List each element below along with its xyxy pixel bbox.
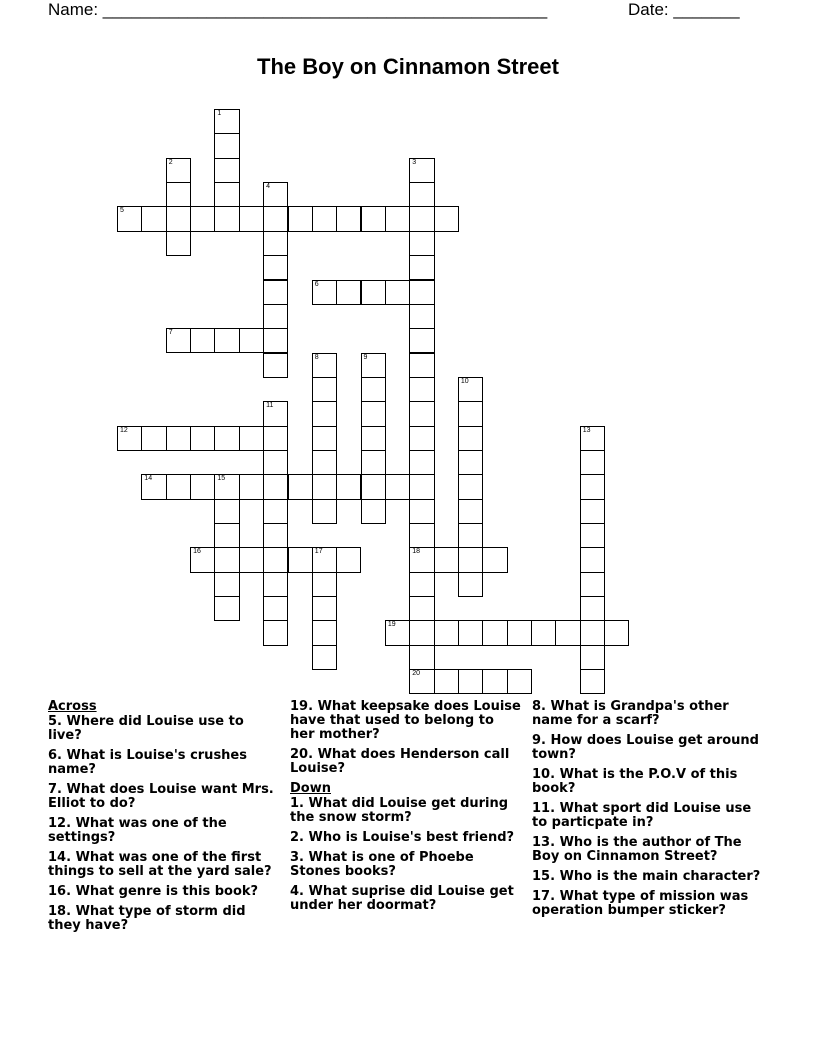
clue-text: What was one of the first things to sell at the yard sale? <box>48 850 272 879</box>
clue-number-label: 7 <box>168 329 173 337</box>
clue-item <box>532 700 764 728</box>
grid-cell[interactable] <box>117 206 142 231</box>
grid-cell[interactable] <box>166 158 191 183</box>
clue-number: 12. <box>48 816 72 831</box>
grid-cell[interactable] <box>580 474 605 499</box>
grid-cell[interactable] <box>458 523 483 548</box>
clue-text: What did Louise get during the snow storm? <box>290 796 509 825</box>
grid-cell[interactable] <box>190 426 215 451</box>
grid-cell[interactable] <box>409 158 434 183</box>
grid-cell[interactable] <box>288 206 313 231</box>
clue-number-label: 8 <box>314 353 319 361</box>
grid-cell[interactable] <box>239 547 264 572</box>
clue-number-label: 18 <box>412 548 420 556</box>
grid-cell[interactable] <box>263 547 288 572</box>
grid-cell[interactable] <box>458 669 483 694</box>
grid-cell[interactable] <box>409 523 434 548</box>
grid-cell[interactable] <box>312 572 337 597</box>
grid-cell[interactable] <box>409 474 434 499</box>
grid-cell[interactable] <box>263 401 288 426</box>
clue-number-label: 13 <box>582 426 591 434</box>
clue-number-label: 11 <box>266 402 274 410</box>
clue-text: What does Louise want Mrs. Elliot to do? <box>48 782 274 811</box>
grid-cell[interactable] <box>482 547 507 572</box>
grid-cell[interactable] <box>580 426 605 451</box>
clue-item <box>48 783 280 811</box>
clue-number-label: 10 <box>460 377 469 385</box>
grid-cell[interactable] <box>239 474 264 499</box>
grid-cell[interactable] <box>312 280 337 305</box>
grid-cell[interactable] <box>312 401 337 426</box>
grid-cell[interactable] <box>141 426 166 451</box>
clue-number: 14. <box>48 850 72 865</box>
grid-cell[interactable] <box>385 206 410 231</box>
clue-text: What is Grandpa's other name for a scarf? <box>532 699 729 728</box>
grid-cell[interactable] <box>312 206 337 231</box>
clue-text: How does Louise get around town? <box>532 733 759 762</box>
grid-cell[interactable] <box>312 547 337 572</box>
grid-cell[interactable] <box>263 596 288 621</box>
clue-text: What keepsake does Louise have that used to belong to her mother? <box>290 699 521 742</box>
grid-cell[interactable] <box>458 377 483 402</box>
clue-item <box>48 885 280 899</box>
clue-item <box>290 797 522 825</box>
grid-cell[interactable] <box>190 474 215 499</box>
grid-cell[interactable] <box>263 304 288 329</box>
clue-text: What genre is this book? <box>75 884 259 899</box>
grid-cell[interactable] <box>214 572 239 597</box>
grid-cell[interactable] <box>409 182 434 207</box>
grid-cell[interactable] <box>580 669 605 694</box>
grid-cell[interactable] <box>166 426 191 451</box>
grid-cell[interactable] <box>239 328 264 353</box>
grid-cell[interactable] <box>312 474 337 499</box>
clue-item <box>290 851 522 879</box>
grid-cell[interactable] <box>214 596 239 621</box>
grid-cell[interactable] <box>166 231 191 256</box>
grid-cell[interactable] <box>409 206 434 231</box>
clue-text: Who is Louise's best friend? <box>308 830 515 845</box>
grid-cell[interactable] <box>482 669 507 694</box>
clue-item <box>48 905 280 933</box>
grid-cell[interactable] <box>361 377 386 402</box>
clue-item <box>290 700 522 742</box>
grid-cell[interactable] <box>409 377 434 402</box>
clue-number: 11. <box>532 801 556 816</box>
grid-cell[interactable] <box>214 158 239 183</box>
grid-cell[interactable] <box>580 499 605 524</box>
grid-cell[interactable] <box>580 572 605 597</box>
clue-column-2 <box>290 700 522 919</box>
grid-cell[interactable] <box>263 206 288 231</box>
clue-item <box>48 851 280 879</box>
clue-item <box>532 734 764 762</box>
across-heading: Across <box>48 699 97 714</box>
grid-cell[interactable] <box>409 547 434 572</box>
grid-cell[interactable] <box>409 328 434 353</box>
grid-cell[interactable] <box>166 182 191 207</box>
clue-number: 3. <box>290 850 304 865</box>
grid-cell[interactable] <box>409 280 434 305</box>
grid-cell[interactable] <box>385 280 410 305</box>
clue-number: 15. <box>532 869 556 884</box>
grid-cell[interactable] <box>263 231 288 256</box>
puzzle-title: The Boy on Cinnamon Street <box>257 54 559 79</box>
grid-cell[interactable] <box>409 572 434 597</box>
clue-number: 20. <box>290 747 314 762</box>
clue-number-label: 17 <box>314 548 323 556</box>
clue-number: 5. <box>48 714 62 729</box>
clue-number-label: 12 <box>120 426 128 434</box>
grid-cell[interactable] <box>434 547 459 572</box>
clue-text: What is Louise's crushes name? <box>48 748 247 777</box>
grid-cell[interactable] <box>361 426 386 451</box>
grid-cell[interactable] <box>361 206 386 231</box>
grid-cell[interactable] <box>409 499 434 524</box>
grid-cell[interactable] <box>117 426 142 451</box>
clue-text: What is the P.O.V of this book? <box>532 767 738 796</box>
grid-cell[interactable] <box>239 426 264 451</box>
grid-cell[interactable] <box>482 620 507 645</box>
clue-item <box>532 768 764 796</box>
clue-number: 10. <box>532 767 556 782</box>
grid-cell[interactable] <box>263 328 288 353</box>
clue-number-label: 2 <box>168 158 173 166</box>
grid-cell[interactable] <box>580 450 605 475</box>
grid-cell[interactable] <box>361 474 386 499</box>
clue-number: 4. <box>290 884 304 899</box>
clue-number: 9. <box>532 733 546 748</box>
grid-cell[interactable] <box>312 645 337 670</box>
date-field-label: Date: _______ <box>628 0 740 19</box>
grid-cell[interactable] <box>409 426 434 451</box>
grid-cell[interactable] <box>458 450 483 475</box>
grid-cell[interactable] <box>604 620 629 645</box>
grid-cell[interactable] <box>166 206 191 231</box>
grid-cell[interactable] <box>409 450 434 475</box>
grid-cell[interactable] <box>458 547 483 572</box>
clue-number: 8. <box>532 699 546 714</box>
clue-number-label: 6 <box>314 280 319 288</box>
grid-cell[interactable] <box>580 620 605 645</box>
grid-cell[interactable] <box>580 547 605 572</box>
clue-number-label: 3 <box>412 158 417 166</box>
grid-cell[interactable] <box>458 620 483 645</box>
grid-cell[interactable] <box>458 426 483 451</box>
grid-cell[interactable] <box>263 572 288 597</box>
clue-number: 2. <box>290 830 304 845</box>
grid-cell[interactable] <box>214 523 239 548</box>
clue-number: 7. <box>48 782 62 797</box>
grid-cell[interactable] <box>580 523 605 548</box>
grid-cell[interactable] <box>288 547 313 572</box>
grid-cell[interactable] <box>288 474 313 499</box>
grid-cell[interactable] <box>214 328 239 353</box>
clue-item <box>48 715 280 743</box>
grid-cell[interactable] <box>312 450 337 475</box>
grid-cell[interactable] <box>214 499 239 524</box>
grid-cell[interactable] <box>312 426 337 451</box>
grid-cell[interactable] <box>263 474 288 499</box>
clue-number-label: 5 <box>120 207 124 215</box>
clue-number: 6. <box>48 748 62 763</box>
grid-cell[interactable] <box>409 401 434 426</box>
clue-item <box>48 749 280 777</box>
grid-cell[interactable] <box>214 109 239 134</box>
grid-cell[interactable] <box>214 133 239 158</box>
name-field-label: Name: _______________________________________________ <box>48 0 548 19</box>
clue-text: Where did Louise use to live? <box>48 714 244 743</box>
grid-cell[interactable] <box>458 401 483 426</box>
grid-cell[interactable] <box>214 474 239 499</box>
clue-number-label: 1 <box>217 110 222 117</box>
clue-number-label: 15 <box>217 475 226 483</box>
clue-column-1 <box>48 700 280 939</box>
grid-cell[interactable] <box>409 645 434 670</box>
clue-number-label: 20 <box>412 670 420 678</box>
grid-cell[interactable] <box>580 645 605 670</box>
grid-cell[interactable] <box>361 450 386 475</box>
clue-text: What type of mission was operation bumper sticker? <box>532 889 749 918</box>
grid-cell[interactable] <box>263 499 288 524</box>
grid-cell[interactable] <box>263 353 288 378</box>
grid-cell[interactable] <box>166 328 191 353</box>
clue-item <box>290 885 522 913</box>
grid-cell[interactable] <box>361 401 386 426</box>
grid-cell[interactable] <box>312 620 337 645</box>
clue-number: 16. <box>48 884 72 899</box>
grid-cell[interactable] <box>312 596 337 621</box>
grid-cell[interactable] <box>409 620 434 645</box>
clue-item <box>290 831 522 845</box>
grid-cell[interactable] <box>336 547 361 572</box>
clue-text: What type of storm did they have? <box>48 904 246 933</box>
grid-cell[interactable] <box>190 206 215 231</box>
grid-cell[interactable] <box>214 426 239 451</box>
clue-text: Who is the main character? <box>559 869 761 884</box>
grid-cell[interactable] <box>409 669 434 694</box>
clue-text: What sport did Louise use to particpate in? <box>532 801 752 830</box>
grid-cell[interactable] <box>507 669 532 694</box>
grid-cell[interactable] <box>361 280 386 305</box>
grid-cell[interactable] <box>458 474 483 499</box>
clue-number-label: 19 <box>387 621 396 629</box>
grid-cell[interactable] <box>263 426 288 451</box>
grid-cell[interactable] <box>214 547 239 572</box>
clue-text: What suprise did Louise get under her doormat? <box>290 884 514 913</box>
grid-cell[interactable] <box>312 353 337 378</box>
clue-item <box>532 890 764 918</box>
grid-cell[interactable] <box>263 255 288 280</box>
clue-number-label: 4 <box>266 183 270 191</box>
grid-cell[interactable] <box>409 231 434 256</box>
grid-cell[interactable] <box>336 206 361 231</box>
clue-text: What does Henderson call Louise? <box>290 747 510 776</box>
grid-cell[interactable] <box>263 280 288 305</box>
grid-cell[interactable] <box>361 353 386 378</box>
grid-cell[interactable] <box>214 182 239 207</box>
grid-cell[interactable] <box>214 206 239 231</box>
clue-item <box>48 817 280 845</box>
grid-cell[interactable] <box>409 353 434 378</box>
grid-cell[interactable] <box>434 669 459 694</box>
grid-cell[interactable] <box>458 572 483 597</box>
grid-cell[interactable] <box>409 255 434 280</box>
grid-cell[interactable] <box>458 499 483 524</box>
grid-cell[interactable] <box>555 620 580 645</box>
grid-cell[interactable] <box>580 596 605 621</box>
clue-item <box>532 802 764 830</box>
grid-cell[interactable] <box>434 206 459 231</box>
clue-number-label: 9 <box>363 353 368 361</box>
clue-number-label: 14 <box>144 475 153 483</box>
grid-cell[interactable] <box>263 523 288 548</box>
clue-item <box>532 836 764 864</box>
grid-cell[interactable] <box>507 620 532 645</box>
grid-cell[interactable] <box>263 450 288 475</box>
grid-cell[interactable] <box>166 474 191 499</box>
clue-text: What was one of the settings? <box>48 816 227 845</box>
grid-cell[interactable] <box>239 206 264 231</box>
grid-cell[interactable] <box>312 499 337 524</box>
clue-item <box>290 748 522 776</box>
grid-cell[interactable] <box>336 280 361 305</box>
clue-text: What is one of Phoebe Stones books? <box>290 850 474 879</box>
grid-cell[interactable] <box>312 377 337 402</box>
grid-cell[interactable] <box>190 547 215 572</box>
clue-number-label: 16 <box>193 548 201 556</box>
grid-cell[interactable] <box>263 620 288 645</box>
clue-text: Who is the author of The Boy on Cinnamon Street? <box>532 835 742 864</box>
grid-cell[interactable] <box>409 596 434 621</box>
grid-cell[interactable] <box>336 474 361 499</box>
grid-cell[interactable] <box>531 620 556 645</box>
clue-number: 19. <box>290 699 314 714</box>
clue-number: 13. <box>532 835 556 850</box>
clue-number: 1. <box>290 796 304 811</box>
grid-cell[interactable] <box>385 620 410 645</box>
grid-cell[interactable] <box>361 499 386 524</box>
clue-number: 18. <box>48 904 72 919</box>
down-heading: Down <box>290 781 331 796</box>
clue-column-3 <box>532 700 764 924</box>
grid-cell[interactable] <box>141 474 166 499</box>
grid-cell[interactable] <box>385 474 410 499</box>
grid-cell[interactable] <box>190 328 215 353</box>
grid-cell[interactable] <box>141 206 166 231</box>
grid-cell[interactable] <box>263 182 288 207</box>
clue-item <box>532 870 764 884</box>
grid-cell[interactable] <box>434 620 459 645</box>
grid-cell[interactable] <box>409 304 434 329</box>
clue-number: 17. <box>532 889 556 904</box>
